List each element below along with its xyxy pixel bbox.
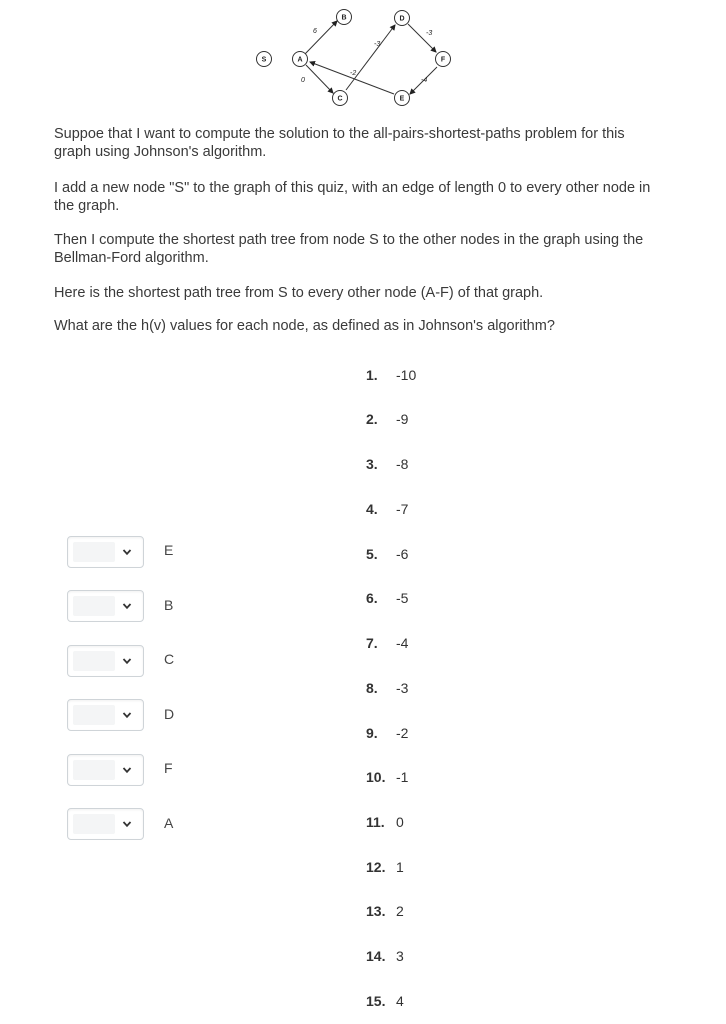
option-15 [366, 993, 404, 1009]
edge-c-d [346, 25, 395, 90]
option-value: 2 [396, 903, 404, 919]
option-number: 12. [366, 859, 386, 875]
node-d-label: D [399, 15, 405, 23]
node-f-label: F [440, 56, 446, 64]
option-value: 3 [396, 948, 404, 964]
dropdown-f[interactable] [67, 754, 144, 786]
option-value: -10 [396, 367, 417, 383]
option-number: 1. [366, 367, 378, 383]
option-value: 1 [396, 859, 404, 875]
question-paragraph-3: Then I compute the shortest path tree from node S to the other nodes in the graph using the Bellman-Ford algorithm. [54, 232, 644, 266]
option-value: 0 [396, 814, 404, 830]
edge-d-f [408, 24, 436, 52]
dropdown-a[interactable] [67, 808, 144, 840]
weight-e-a: -2 [350, 70, 357, 77]
node-d [395, 11, 410, 26]
option-10 [366, 769, 408, 785]
option-number: 10. [366, 769, 386, 785]
dropdown-d[interactable] [67, 699, 144, 731]
node-a [293, 52, 308, 67]
weight-a-b: 6 [313, 28, 317, 35]
option-value: 4 [396, 993, 404, 1009]
dropdown-e-value [73, 542, 115, 562]
option-7 [366, 635, 408, 651]
node-b [337, 10, 352, 25]
option-value: -6 [396, 546, 409, 562]
option-value: -5 [396, 590, 409, 606]
match-label-c: C [164, 651, 175, 667]
weight-d-f: -3 [426, 30, 433, 37]
option-1 [366, 367, 416, 383]
option-value: -1 [396, 769, 409, 785]
dropdown-b[interactable] [67, 590, 144, 622]
option-5 [366, 546, 408, 562]
node-f [436, 52, 451, 67]
node-s [257, 52, 272, 67]
option-number: 15. [366, 993, 386, 1009]
question-paragraph-4: Here is the shortest path tree from S to every other node (A-F) of that graph. [54, 285, 544, 301]
option-12 [366, 859, 404, 875]
option-6 [366, 590, 408, 606]
option-3 [366, 456, 408, 472]
option-number: 13. [366, 903, 386, 919]
weight-a-c: 0 [301, 77, 305, 84]
match-label-d: D [164, 706, 175, 722]
question-paragraph-2: I add a new node "S" to the graph of this quiz, with an edge of length 0 to every other node in the graph. [54, 180, 651, 214]
question-paragraph-5: What are the h(v) values for each node, as defined as in Johnson's algorithm? [54, 318, 555, 334]
chevron-down-icon [122, 710, 132, 720]
option-2 [366, 411, 408, 427]
edge-e-a [310, 62, 394, 94]
option-13 [366, 903, 404, 919]
dropdown-c[interactable] [67, 645, 144, 677]
match-label-f: F [164, 760, 173, 776]
dropdown-e[interactable] [67, 536, 144, 568]
option-value: -3 [396, 680, 409, 696]
chevron-down-icon [122, 819, 132, 829]
option-number: 6. [366, 590, 378, 606]
node-a-label: A [297, 56, 303, 64]
chevron-down-icon [122, 601, 132, 611]
option-value: -7 [396, 501, 409, 517]
option-number: 9. [366, 725, 378, 741]
dropdown-b-value [73, 596, 115, 616]
option-number: 7. [366, 635, 378, 651]
dropdown-a-value [73, 814, 115, 834]
option-number: 5. [366, 546, 378, 562]
match-label-e: E [164, 542, 174, 558]
node-c [333, 91, 348, 106]
option-number: 4. [366, 501, 378, 517]
chevron-down-icon [122, 547, 132, 557]
chevron-down-icon [122, 765, 132, 775]
option-11 [366, 814, 404, 830]
option-number: 11. [366, 814, 385, 830]
node-s-label: S [261, 56, 267, 64]
option-value: -2 [396, 725, 409, 741]
chevron-down-icon [122, 656, 132, 666]
weight-f-e: -4 [421, 77, 428, 84]
option-number: 8. [366, 680, 378, 696]
option-value: -4 [396, 635, 409, 651]
dropdown-c-value [73, 651, 115, 671]
option-number: 14. [366, 948, 386, 964]
option-4 [366, 501, 408, 517]
option-8 [366, 680, 408, 696]
option-value: -9 [396, 411, 409, 427]
node-c-label: C [337, 95, 343, 103]
option-14 [366, 948, 404, 964]
option-value: -8 [396, 456, 409, 472]
node-e-label: E [399, 95, 405, 103]
option-number: 2. [366, 411, 378, 427]
weight-c-d: -3 [374, 41, 381, 48]
edge-a-b [305, 21, 337, 54]
node-e [395, 91, 410, 106]
option-9 [366, 725, 408, 741]
question-paragraph-1: Suppoe that I want to compute the solution to the all-pairs-shortest-paths problem for this graph using Johnson's algorithm. [54, 126, 625, 160]
dropdown-d-value [73, 705, 115, 725]
option-number: 3. [366, 456, 378, 472]
match-label-a: A [164, 815, 174, 831]
dropdown-f-value [73, 760, 115, 780]
match-label-b: B [164, 597, 174, 613]
node-b-label: B [341, 14, 347, 22]
graph-figure [250, 2, 460, 110]
